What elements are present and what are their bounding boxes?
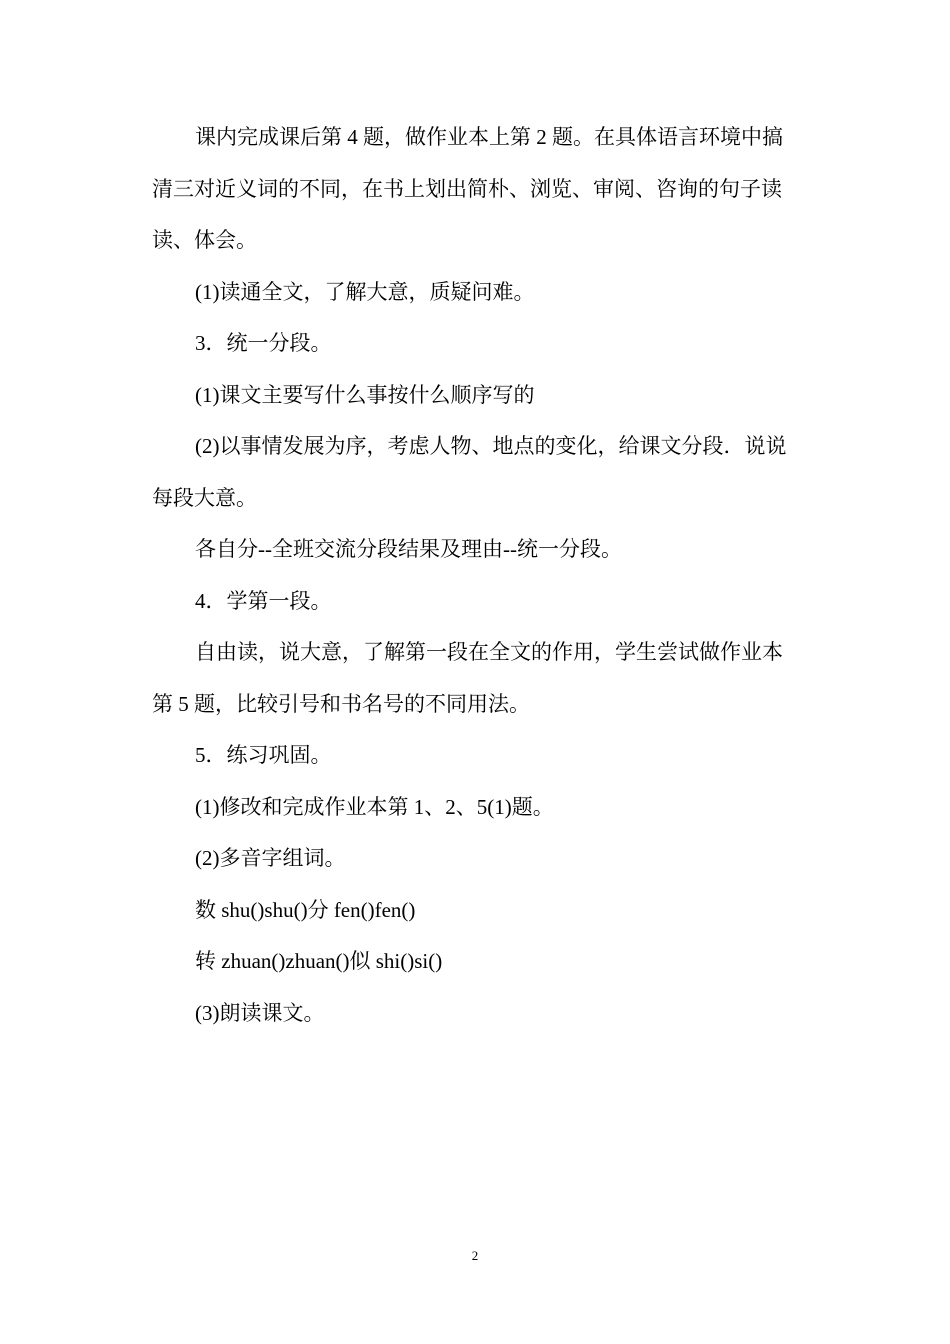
paragraph-polyphone-heading: (2)多音字组词。 xyxy=(195,846,346,870)
paragraph-main-content-question: (1)课文主要写什么事按什么顺序写的 xyxy=(195,382,535,407)
paragraph-segment-instruction: (2)以事情发展为序，考虑人物、地点的变化，给课文分段．说说每段大意。 xyxy=(152,434,787,510)
document-body xyxy=(152,112,802,1039)
paragraph-polyphone-line-2: 转 zhuan()zhuan()似 shi()si() xyxy=(195,949,443,973)
paragraph-polyphone-line-1: 数 shu()shu()分 fen()fen() xyxy=(195,897,416,922)
paragraph-revise-homework: (1)修改和完成作业本第 1、2、5(1)题。 xyxy=(195,794,554,819)
paragraph-segment-process: 各自分--全班交流分段结果及理由--统一分段。 xyxy=(195,537,622,561)
page-number: 2 xyxy=(471,1248,479,1263)
paragraph-step-3-heading: 3．统一分段。 xyxy=(195,331,332,355)
paragraph-first-section-reading: 自由读，说大意，了解第一段在全文的作用，学生尝试做作业本第 5 题，比较引号和书名号的不同用法。 xyxy=(152,640,783,716)
paragraph-step-4-heading: 4．学第一段。 xyxy=(195,588,332,613)
paragraph-step-5-heading: 5．练习巩固。 xyxy=(195,743,332,767)
paragraph-homework: 课内完成课后第 4 题，做作业本上第 2 题。在具体语言环境中搞清三对近义词的不同，在书上划出简朴、浏览、审阅、咨询的句子读读、体会。 xyxy=(152,125,783,252)
paragraph-read-through: (1)读通全文，了解大意，质疑问难。 xyxy=(195,279,535,304)
paragraph-read-aloud: (3)朗读课文。 xyxy=(195,1000,325,1025)
